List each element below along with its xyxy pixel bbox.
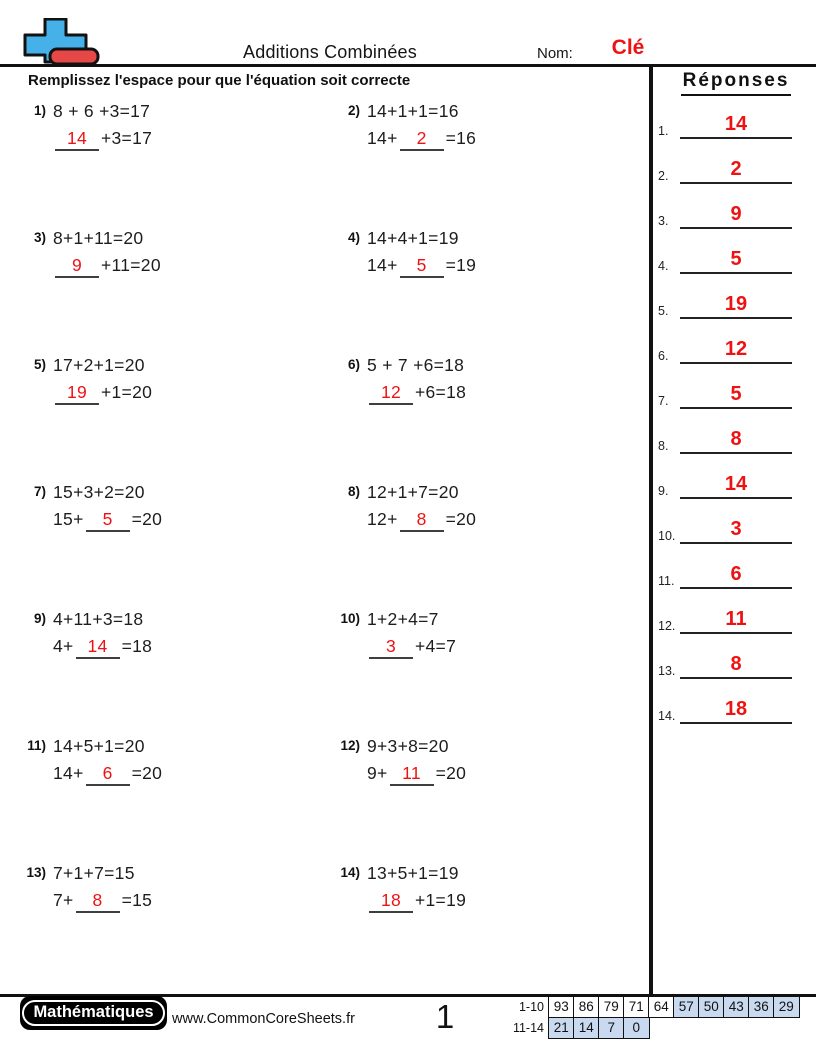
problem-equation-blank [367, 763, 466, 786]
score-cell: 86 [573, 996, 600, 1018]
problem-item [20, 101, 152, 151]
answer-number: 7. [658, 394, 669, 408]
score-cells [548, 996, 800, 1018]
problem-equation-blank [53, 382, 152, 405]
answer-blank-line [680, 291, 792, 319]
answer-row [656, 561, 796, 589]
blank-answer: 6 [86, 763, 130, 786]
problem-item [20, 736, 162, 786]
answer-number: 3. [658, 214, 669, 228]
answers-title [660, 70, 812, 96]
score-cell: 36 [748, 996, 775, 1018]
blank-answer: 14 [55, 128, 99, 151]
problem-equation-blank [53, 890, 152, 913]
answer-number: 13. [658, 664, 676, 678]
blank-answer: 14 [76, 636, 120, 659]
answer-row [656, 471, 796, 499]
answer-value: 9 [730, 203, 742, 225]
problem-item [334, 228, 476, 278]
problem-body [367, 863, 466, 913]
score-cell: 64 [648, 996, 675, 1018]
page-number: 1 [435, 998, 455, 1035]
blank-prefix: 7+ [53, 890, 74, 910]
problem-equation-full: 9+3+8=20 [367, 736, 449, 756]
instruction-text: Remplissez l'espace pour que l'équation soit correcte [28, 72, 411, 89]
answer-value: 6 [730, 563, 742, 585]
answer-value: 3 [730, 518, 742, 540]
answer-value: 18 [724, 698, 748, 720]
answer-blank-line [680, 651, 792, 679]
score-cell: 43 [723, 996, 750, 1018]
answer-value: 5 [730, 383, 742, 405]
answer-value: 14 [724, 113, 748, 135]
blank-prefix: 9+ [367, 763, 388, 783]
problem-item [334, 355, 466, 405]
score-row-label: 1-10 [518, 1000, 544, 1014]
problem-equation-full: 4+11+3=18 [53, 609, 144, 629]
score-cell: 14 [573, 1017, 600, 1039]
answer-blank-line [680, 201, 792, 229]
answer-row [656, 246, 796, 274]
problem-item [334, 482, 476, 532]
problem-equation-full: 17+2+1=20 [53, 355, 145, 375]
blank-prefix: 12+ [367, 509, 398, 529]
answer-row [656, 651, 796, 679]
blank-suffix: =20 [131, 509, 163, 529]
problem-equation-blank [367, 636, 456, 659]
problem-number: 12) [340, 738, 360, 753]
answer-number: 9. [658, 484, 669, 498]
problem-item [20, 482, 162, 532]
blank-suffix: =16 [445, 128, 477, 148]
problem-body [367, 101, 476, 151]
problem-number: 3) [33, 230, 46, 245]
blank-answer: 8 [400, 509, 444, 532]
answer-row [656, 201, 796, 229]
problem-equation-blank [367, 890, 466, 913]
website-url: www.CommonCoreSheets.fr [172, 1011, 355, 1027]
blank-suffix: =20 [131, 763, 163, 783]
score-cell: 93 [548, 996, 575, 1018]
problem-number: 4) [347, 230, 360, 245]
score-row-label: 11-14 [512, 1020, 544, 1035]
problem-number: 1) [33, 103, 46, 118]
blank-prefix: 14+ [367, 255, 398, 275]
score-cell: 57 [673, 996, 700, 1018]
score-row [486, 996, 800, 1018]
problem-body [53, 355, 152, 405]
answer-blank-line [680, 111, 792, 139]
problem-equation-blank [367, 382, 466, 405]
subject-badge-label: Mathématiques [22, 1000, 164, 1026]
score-cell: 21 [548, 1017, 575, 1039]
answer-number: 1. [658, 124, 669, 138]
answer-blank-line [680, 516, 792, 544]
problem-item [334, 609, 456, 659]
problem-item [334, 736, 466, 786]
score-table [486, 996, 800, 1039]
answer-blank-line [680, 381, 792, 409]
blank-suffix: =20 [435, 763, 467, 783]
answer-blank-line [680, 156, 792, 184]
problem-item [20, 609, 152, 659]
answer-row [656, 336, 796, 364]
name-label: Nom: [537, 45, 573, 62]
problem-item [20, 228, 161, 278]
answer-value: 14 [724, 473, 748, 495]
problem-equation-blank [367, 255, 476, 278]
answer-number: 8. [658, 439, 669, 453]
answer-blank-line [680, 426, 792, 454]
problem-body [367, 228, 476, 278]
problem-equation-blank [53, 763, 162, 786]
answer-value: 2 [730, 158, 742, 180]
problem-equation-full: 15+3+2=20 [53, 482, 145, 502]
answer-row [656, 426, 796, 454]
answer-blank-line [680, 606, 792, 634]
problem-number: 5) [33, 357, 46, 372]
problem-body [53, 228, 161, 278]
blank-answer: 9 [55, 255, 99, 278]
blank-answer: 3 [369, 636, 413, 659]
problem-number: 7) [33, 484, 46, 499]
problem-equation-blank [53, 128, 152, 151]
blank-suffix: +11=20 [101, 255, 161, 275]
blank-answer: 8 [76, 890, 120, 913]
blank-prefix: 4+ [53, 636, 74, 656]
problem-item [334, 863, 466, 913]
blank-answer: 2 [400, 128, 444, 151]
problem-equation-full: 1+2+4=7 [367, 609, 439, 629]
problem-item [20, 355, 152, 405]
problem-body [53, 863, 152, 913]
answer-key-name: Clé [611, 36, 645, 59]
answer-row [656, 381, 796, 409]
answers-title-text: Réponses [681, 70, 792, 96]
problem-equation-full: 8+1+11=20 [53, 228, 144, 248]
blank-answer: 11 [390, 763, 434, 786]
blank-suffix: +3=17 [101, 128, 153, 148]
blank-answer: 12 [369, 382, 413, 405]
subject-badge [20, 996, 167, 1030]
blank-suffix: =20 [445, 509, 477, 529]
problem-body [367, 482, 476, 532]
answer-blank-line [680, 336, 792, 364]
answer-value: 8 [730, 653, 742, 675]
answer-row [656, 516, 796, 544]
answer-row [656, 156, 796, 184]
problem-body [53, 482, 162, 532]
problem-body [53, 736, 162, 786]
answer-number: 12. [658, 619, 676, 633]
problem-body [53, 101, 152, 151]
score-cell: 79 [598, 996, 625, 1018]
answer-row [656, 606, 796, 634]
answer-number: 2. [658, 169, 669, 183]
problem-equation-full: 14+5+1=20 [53, 736, 145, 756]
score-cell: 7 [598, 1017, 625, 1039]
blank-prefix: 15+ [53, 509, 84, 529]
blank-answer: 5 [400, 255, 444, 278]
blank-suffix: +6=18 [415, 382, 467, 402]
problem-equation-full: 12+1+7=20 [367, 482, 459, 502]
blank-prefix: 14+ [53, 763, 84, 783]
problem-number: 6) [347, 357, 360, 372]
answer-value: 19 [724, 293, 748, 315]
problem-equation-full: 13+5+1=19 [367, 863, 459, 883]
problem-equation-blank [367, 509, 476, 532]
problem-equation-full: 7+1+7=15 [53, 863, 135, 883]
answer-blank-line [680, 561, 792, 589]
problem-equation-full: 14+1+1=16 [367, 101, 459, 121]
problem-number: 13) [26, 865, 46, 880]
problem-body [367, 609, 456, 659]
blank-suffix: =19 [445, 255, 477, 275]
worksheet-title: Additions Combinées [243, 42, 417, 62]
blank-prefix: 14+ [367, 128, 398, 148]
problem-number: 9) [33, 611, 46, 626]
answer-row [656, 696, 796, 724]
answer-value: 11 [725, 608, 747, 630]
problem-number: 10) [340, 611, 360, 626]
blank-suffix: +1=19 [415, 890, 467, 910]
problem-number: 14) [340, 865, 360, 880]
problem-body [367, 355, 466, 405]
problem-item [334, 101, 476, 151]
answer-row [656, 291, 796, 319]
sidebar-divider [649, 67, 653, 995]
blank-suffix: =18 [121, 636, 153, 656]
score-cell: 71 [623, 996, 650, 1018]
score-cells [548, 1017, 650, 1039]
answer-number: 4. [658, 259, 669, 273]
answer-blank-line [680, 471, 792, 499]
answer-value: 8 [730, 428, 742, 450]
blank-answer: 19 [55, 382, 99, 405]
answer-number: 6. [658, 349, 669, 363]
blank-answer: 18 [369, 890, 413, 913]
problem-number: 8) [347, 484, 360, 499]
problem-equation-full: 5 + 7 +6=18 [367, 355, 465, 375]
problem-equation-blank [53, 636, 152, 659]
blank-suffix: =15 [121, 890, 153, 910]
blank-suffix: +1=20 [101, 382, 153, 402]
problem-equation-blank [367, 128, 476, 151]
problem-equation-blank [53, 509, 162, 532]
answer-blank-line [680, 696, 792, 724]
problem-number: 11) [27, 738, 46, 753]
problem-equation-blank [53, 255, 161, 278]
answer-number: 11. [658, 574, 675, 588]
problem-equation-full: 8 + 6 +3=17 [53, 101, 151, 121]
problem-body [367, 736, 466, 786]
score-cell: 29 [773, 996, 800, 1018]
answer-blank-line [680, 246, 792, 274]
blank-suffix: +4=7 [415, 636, 457, 656]
answer-number: 5. [658, 304, 669, 318]
blank-answer: 5 [86, 509, 130, 532]
problem-item [20, 863, 152, 913]
answer-value: 5 [730, 248, 742, 270]
score-cell: 0 [623, 1017, 650, 1039]
answer-value: 12 [724, 338, 748, 360]
score-cell: 50 [698, 996, 725, 1018]
answer-number: 10. [658, 529, 676, 543]
problem-number: 2) [347, 103, 360, 118]
score-row [486, 1017, 800, 1039]
answer-row [656, 111, 796, 139]
problem-body [53, 609, 152, 659]
problem-equation-full: 14+4+1=19 [367, 228, 459, 248]
answer-number: 14. [658, 709, 676, 723]
